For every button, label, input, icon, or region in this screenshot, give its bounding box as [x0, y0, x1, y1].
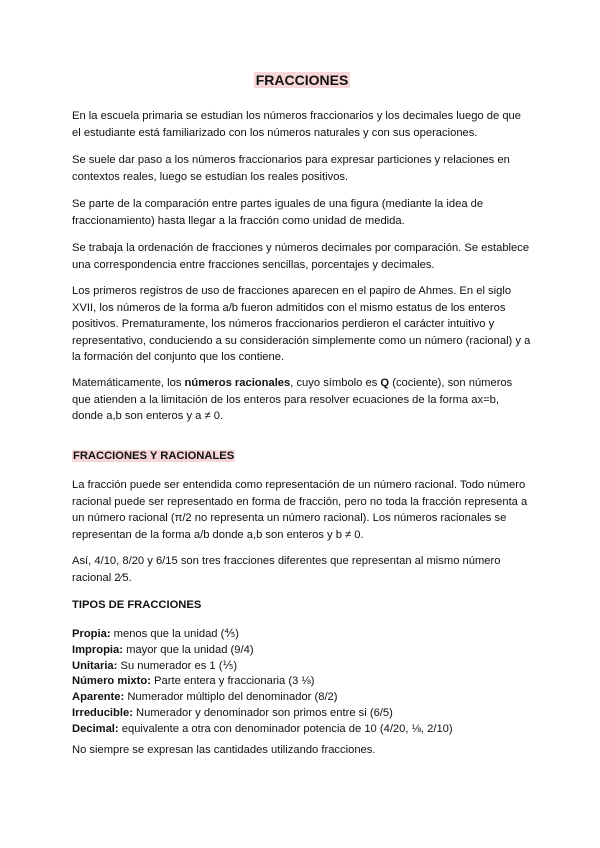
paragraph-ejemplo: Así, 4/10, 8/20 y 6/15 son tres fracciones diferentes que representan al mismo número racional 2⁄5.	[72, 555, 501, 584]
math-text-1: Matemáticamente, los	[72, 377, 185, 389]
type-desc: Parte entera y fraccionaria (3 ⅛)	[150, 675, 315, 688]
type-item	[72, 706, 532, 722]
page-title	[72, 72, 532, 88]
section-heading	[72, 449, 235, 463]
math-bold-q: Q	[380, 377, 390, 389]
type-desc: Numerador y denominador son primos entre si (6/5)	[132, 706, 393, 719]
type-term: Unitaria:	[72, 659, 118, 672]
type-desc: mayor que la unidad (9/4)	[122, 643, 254, 656]
types-heading: TIPOS DE FRACCIONES	[72, 599, 202, 611]
types-list	[72, 627, 532, 738]
paragraph-fraccion-racional: La fracción puede ser entendida como representación de un número racional. Todo número racional puede ser representado en forma de fracción, pero no toda la fracción representa a un número racional (π/2 no representa un número racional). Los números racionales se representan de la forma a/b donde a,b son enteros y b ≠ 0.	[72, 479, 528, 541]
paragraph-racionales	[72, 375, 532, 425]
title-text: FRACCIONES	[255, 72, 349, 88]
paragraph-intro: En la escuela primaria se estudian los números fraccionarios y los decimales luego de que el estudiante está familiarizado con los números naturales y con sus operaciones.	[72, 110, 521, 139]
paragraph-closing: No siempre se expresan las cantidades utilizando fracciones.	[72, 744, 376, 756]
paragraph-ordenacion: Se trabaja la ordenación de fracciones y números decimales por comparación. Se establece una correspondencia entre fracciones sencillas, porcentajes y decimales.	[72, 242, 530, 271]
paragraph-comparacion: Se parte de la comparación entre partes iguales de una figura (mediante la idea de fraccionamiento) hasta llegar a la fracción como unidad de medida.	[72, 198, 484, 227]
type-term: Propia:	[72, 628, 111, 640]
type-desc: Numerador múltiplo del denominador (8/2)	[124, 691, 338, 704]
type-term: Aparente:	[72, 691, 125, 704]
type-term: Número mixto:	[72, 675, 151, 688]
math-bold-racionales: números racionales	[184, 377, 291, 389]
type-desc: equivalente a otra con denominador potencia de 10 (4/20, ⅛, 2/10)	[118, 722, 453, 735]
type-desc: menos que la unidad (⅘)	[110, 628, 239, 640]
math-text-3: (cociente), son números que atienden a la limitación de los enteros para resolver ecuaciones de la forma ax=b, donde a,b son enteros y a ≠ 0.	[72, 377, 513, 422]
type-term: Decimal:	[72, 722, 119, 735]
type-desc: Su numerador es 1 (⅕)	[117, 659, 238, 672]
type-item	[72, 659, 532, 675]
section-heading-text: FRACCIONES Y RACIONALES	[73, 450, 235, 462]
paragraph-historia: Los primeros registros de uso de fracciones aparecen en el papiro de Ahmes. En el siglo XVII, los números de la forma a/b fueron admitidos con el mismo estatus de los enteros positivos. Prematuramente, los números fraccionarios perdieron el carácter intuitivo y representativo, conduciendo a su consideración simplemente como un número (racional) y a la formación del conjunto que los contiene.	[72, 285, 531, 363]
type-item	[72, 722, 532, 738]
paragraph-particiones: Se suele dar paso a los números fraccionarios para expresar particiones y relaciones en contextos reales, luego se estudian los reales positivos.	[72, 154, 510, 183]
type-item	[72, 643, 532, 659]
type-item	[72, 674, 532, 690]
type-term: Irreducible:	[72, 706, 133, 719]
type-item	[72, 627, 532, 643]
type-term: Impropia:	[72, 643, 123, 656]
type-item	[72, 690, 532, 706]
math-text-2: , cuyo símbolo es	[290, 377, 381, 389]
